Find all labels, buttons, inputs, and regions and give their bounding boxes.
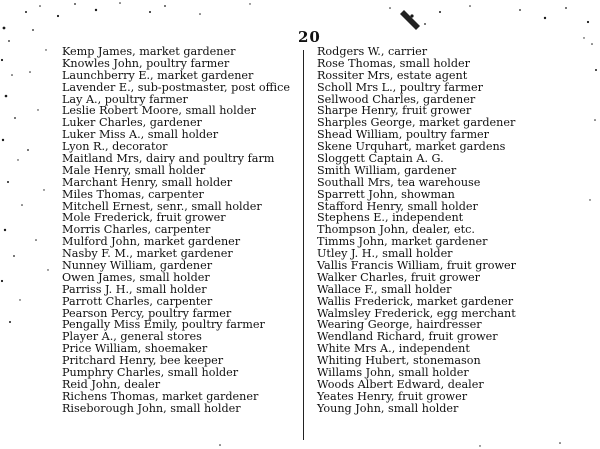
list-item: Pritchard Henry, bee keeper bbox=[62, 354, 224, 368]
list-item: Sloggett Captain A. G. bbox=[317, 152, 444, 166]
list-item: Mitchell Ernest, senr., small holder bbox=[62, 199, 262, 213]
list-item: Sharples George, market gardener bbox=[317, 116, 516, 130]
left-column bbox=[62, 46, 300, 415]
list-item: Launchberry E., market gardener bbox=[62, 68, 254, 82]
page-number: 20 bbox=[298, 28, 321, 46]
list-item: Walmsley Frederick, egg merchant bbox=[317, 306, 516, 320]
list-item: Woods Albert Edward, dealer bbox=[317, 377, 484, 391]
list-item: Stephens E., independent bbox=[317, 211, 464, 225]
column-divider bbox=[303, 50, 304, 440]
list-item: Rose Thomas, small holder bbox=[317, 56, 470, 70]
list-item: Willams John, small holder bbox=[317, 366, 469, 380]
list-item: Lay A., poultry farmer bbox=[62, 92, 188, 106]
list-item: Knowles John, poultry farmer bbox=[62, 56, 230, 70]
list-item: Mole Frederick, fruit grower bbox=[62, 211, 226, 225]
list-item: Sellwood Charles, gardener bbox=[317, 92, 476, 106]
list-item: Nunney William, gardener bbox=[62, 259, 213, 273]
list-item: Mulford John, market gardener bbox=[62, 235, 241, 249]
list-item: Wallis Frederick, market gardener bbox=[317, 294, 514, 308]
list-item: Walker Charles, fruit grower bbox=[317, 270, 481, 284]
list-item: Yeates Henry, fruit grower bbox=[317, 389, 468, 403]
list-item: Young John, small holder bbox=[317, 401, 459, 415]
list-item: Sparrett John, showman bbox=[317, 187, 455, 201]
list-item: Scholl Mrs L., poultry farmer bbox=[317, 80, 483, 94]
list-item: Male Henry, small holder bbox=[62, 163, 206, 177]
list-item: White Mrs A., independent bbox=[317, 342, 470, 356]
list-item: Parriss J. H., small holder bbox=[62, 282, 207, 296]
list-item: Reid John, dealer bbox=[62, 377, 161, 391]
list-item: Lavender E., sub-postmaster, post office bbox=[62, 80, 290, 94]
list-item: Stafford Henry, small holder bbox=[317, 199, 478, 213]
list-item: Pumphry Charles, small holder bbox=[62, 366, 239, 380]
list-item: Luker Miss A., small holder bbox=[62, 128, 219, 142]
list-item: Vallis Francis William, fruit grower bbox=[317, 259, 516, 273]
list-item: Price William, shoemaker bbox=[62, 342, 208, 356]
list-item: Wallace F., small holder bbox=[317, 282, 452, 296]
list-item: Skene Urquhart, market gardens bbox=[317, 140, 506, 154]
list-item: Parrott Charles, carpenter bbox=[62, 294, 213, 308]
list-item: Pearson Percy, poultry farmer bbox=[62, 306, 232, 320]
list-item: Morris Charles, carpenter bbox=[62, 223, 211, 237]
list-item: Smith William, gardener bbox=[317, 163, 457, 177]
list-item: Thompson John, dealer, etc. bbox=[317, 223, 475, 237]
list-item: Sharpe Henry, fruit grower bbox=[317, 104, 472, 118]
list-item: Marchant Henry, small holder bbox=[62, 175, 233, 189]
list-item: Pengally Miss Emily, poultry farmer bbox=[62, 318, 265, 332]
list-item: Whiting Hubert, stonemason bbox=[317, 354, 481, 368]
list-item: Leslie Robert Moore, small holder bbox=[62, 104, 256, 118]
list-item: Rossiter Mrs, estate agent bbox=[317, 68, 468, 82]
right-column bbox=[317, 46, 597, 415]
list-item: Riseborough John, small holder bbox=[62, 401, 241, 415]
list-item: Southall Mrs, tea warehouse bbox=[317, 175, 481, 189]
list-item: Miles Thomas, carpenter bbox=[62, 187, 204, 201]
list-item: Kemp James, market gardener bbox=[62, 45, 236, 58]
list-item: Wearing George, hairdresser bbox=[317, 318, 482, 332]
list-item: Utley J. H., small holder bbox=[317, 247, 453, 261]
list-item: Shead William, poultry farmer bbox=[317, 128, 490, 142]
list-item: Luker Charles, gardener bbox=[62, 116, 202, 130]
list-item: Owen James, small holder bbox=[62, 270, 210, 284]
list-item: Maitland Mrs, dairy and poultry farm bbox=[62, 152, 275, 166]
list-item: Player A., general stores bbox=[62, 330, 202, 344]
list-item: Wendland Richard, fruit grower bbox=[317, 330, 498, 344]
list-item: Lyon R., decorator bbox=[62, 140, 168, 154]
list-item: Rodgers W., carrier bbox=[317, 45, 428, 58]
list-item: Timms John, market gardener bbox=[317, 235, 488, 249]
list-item: Richens Thomas, market gardener bbox=[62, 389, 259, 403]
list-item: Nasby F. M., market gardener bbox=[62, 247, 233, 261]
